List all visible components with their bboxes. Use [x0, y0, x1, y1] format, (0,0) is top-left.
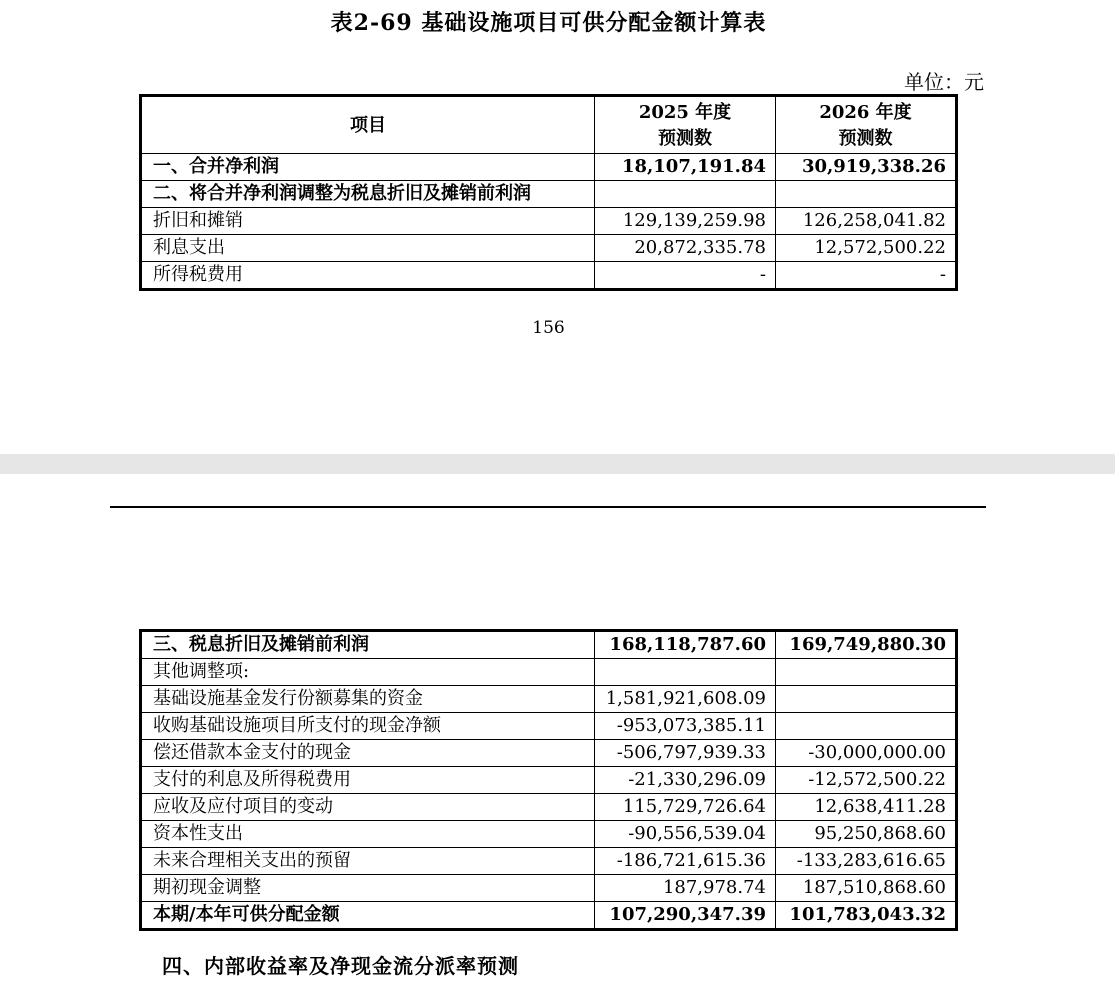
table-row: [141, 181, 957, 208]
value-2026: [776, 686, 957, 713]
header-rule: [110, 506, 986, 508]
value-2025: 129,139,259.98: [595, 208, 776, 235]
row-label: 所得税费用: [141, 262, 595, 290]
next-section-heading: 四、内部收益率及净现金流分派率预测: [162, 954, 519, 978]
value-2026: [776, 713, 957, 740]
header-item: 项目: [141, 96, 595, 154]
row-label: 未来合理相关支出的预留: [141, 848, 595, 875]
row-label: 其他调整项:: [141, 659, 595, 686]
table-row: [141, 767, 957, 794]
table-row: [141, 262, 957, 290]
row-label: 支付的利息及所得税费用: [141, 767, 595, 794]
value-2026: 101,783,043.32: [776, 902, 957, 930]
row-label: 偿还借款本金支付的现金: [141, 740, 595, 767]
value-2025: -90,556,539.04: [595, 821, 776, 848]
table-row: [141, 821, 957, 848]
row-label: 基础设施基金发行份额募集的资金: [141, 686, 595, 713]
header-2025: 2025 年度 预测数: [595, 96, 776, 154]
row-label: 期初现金调整: [141, 875, 595, 902]
table-row: [141, 713, 957, 740]
value-2025: -506,797,939.33: [595, 740, 776, 767]
value-2026: 187,510,868.60: [776, 875, 957, 902]
value-2026: -30,000,000.00: [776, 740, 957, 767]
table-row: [141, 208, 957, 235]
table-row: [141, 740, 957, 767]
value-2025: 20,872,335.78: [595, 235, 776, 262]
header-2026: 2026 年度 预测数: [776, 96, 957, 154]
value-2026: 12,638,411.28: [776, 794, 957, 821]
row-label: 一、合并净利润: [141, 154, 595, 181]
table-row: [141, 631, 957, 659]
value-2025: [595, 181, 776, 208]
value-2026: -12,572,500.22: [776, 767, 957, 794]
value-2025: 1,581,921,608.09: [595, 686, 776, 713]
row-label: 利息支出: [141, 235, 595, 262]
value-2025: 168,118,787.60: [595, 631, 776, 659]
unit-label: 单位：元: [904, 70, 984, 94]
row-label: 二、将合并净利润调整为税息折旧及摊销前利润: [141, 181, 595, 208]
value-2025: -: [595, 262, 776, 290]
table-row: [141, 686, 957, 713]
value-2026: 12,572,500.22: [776, 235, 957, 262]
value-2026: 126,258,041.82: [776, 208, 957, 235]
page-number: 156: [532, 318, 565, 338]
table-row: [141, 154, 957, 181]
table-row: [141, 848, 957, 875]
value-2025: 115,729,726.64: [595, 794, 776, 821]
value-2026: -: [776, 262, 957, 290]
value-2025: [595, 659, 776, 686]
table-row: [141, 902, 957, 930]
value-2026: 30,919,338.26: [776, 154, 957, 181]
table-row: [141, 659, 957, 686]
distributable-amount-table-part2: [139, 629, 958, 931]
value-2026: 169,749,880.30: [776, 631, 957, 659]
value-2026: 95,250,868.60: [776, 821, 957, 848]
row-label: 收购基础设施项目所支付的现金净额: [141, 713, 595, 740]
row-label: 三、税息折旧及摊销前利润: [141, 631, 595, 659]
value-2026: -133,283,616.65: [776, 848, 957, 875]
page-separator: [0, 454, 1115, 474]
value-2025: 18,107,191.84: [595, 154, 776, 181]
distributable-amount-table-part1: [139, 94, 958, 291]
value-2025: -21,330,296.09: [595, 767, 776, 794]
value-2025: -186,721,615.36: [595, 848, 776, 875]
value-2026: [776, 659, 957, 686]
table-title: 表2-69 基础设施项目可供分配金额计算表: [330, 10, 767, 36]
row-label: 资本性支出: [141, 821, 595, 848]
table-header-row: [141, 96, 957, 154]
value-2025: 107,290,347.39: [595, 902, 776, 930]
table-row: [141, 235, 957, 262]
row-label: 本期/本年可供分配金额: [141, 902, 595, 930]
table-row: [141, 875, 957, 902]
value-2025: 187,978.74: [595, 875, 776, 902]
row-label: 折旧和摊销: [141, 208, 595, 235]
value-2025: -953,073,385.11: [595, 713, 776, 740]
row-label: 应收及应付项目的变动: [141, 794, 595, 821]
value-2026: [776, 181, 957, 208]
table-row: [141, 794, 957, 821]
